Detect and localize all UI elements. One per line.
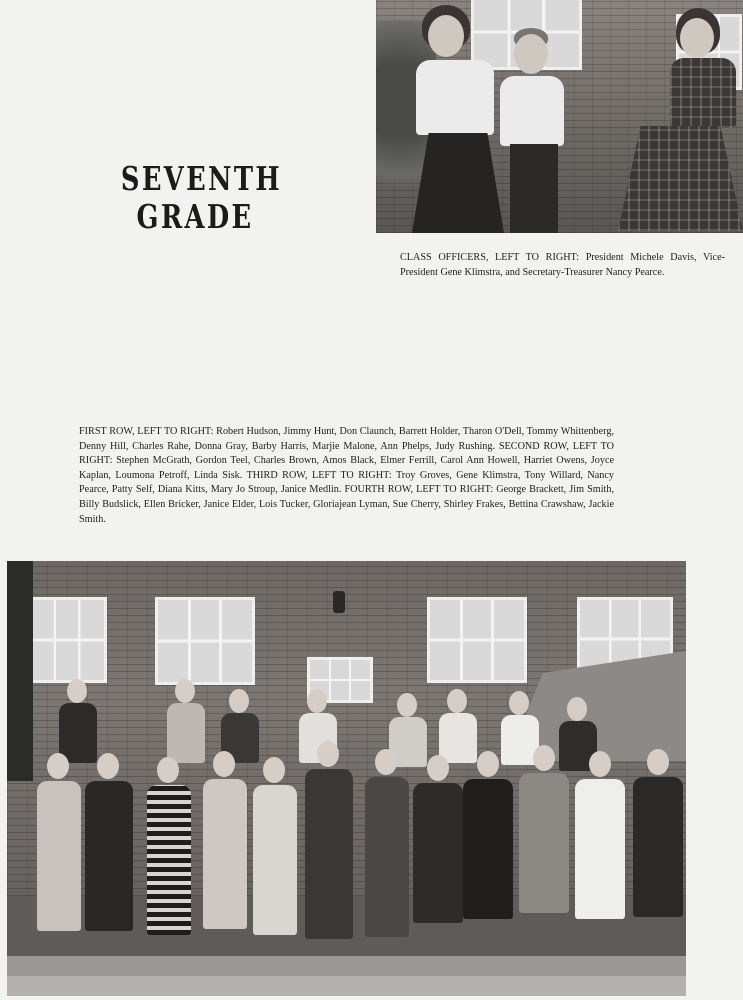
class-group-photo: [7, 561, 686, 996]
officers-caption: CLASS OFFICERS, LEFT TO RIGHT: President Michele Davis, Vice-President Gene Klimstra, and Secretary-Treasurer Nancy Pearce.: [400, 252, 725, 278]
front-steps-lower: [7, 976, 686, 996]
heading-line-1: SEVENTH: [120, 159, 283, 198]
front-steps: [7, 956, 686, 976]
class-officers-photo: [376, 0, 743, 233]
page-heading: [100, 160, 290, 236]
class-roster-caption: FIRST ROW, LEFT TO RIGHT: Robert Hudson, Jimmy Hunt, Don Claunch, Barrett Holder, Tharon O'Dell, Tommy Whittenberg, Denny Hill, Charles Rahe, Donna Gray, Barby Harris, Marjie Malone, Ann Phelps, Judy Rushing. SECOND ROW, LEFT TO RIGHT: Stephen McGrath, Gordon Teel, Charles Brown, Amos Black, Elmer Ferrill, Carol Ann Howell, Harriet Owens, Joyce Kaplan, Loumona Petroff, Linda Sisk. THIRD ROW, LEFT TO RIGHT: Troy Groves, Gene Klimstra, Tony Willard, Nancy Pearce, Patty Self, Diana Kitts, Mary Jo Stroup, Janice Medlin. FOURTH ROW, LEFT TO RIGHT: George Brackett, Jim Smith, Billy Budslick, Ellen Bricker, Janice Elder, Lois Tucker, Gloriajean Lyman, Sue Cherry, Shirley Frakes, Bettina Crawshaw, Jackie Smith.: [79, 426, 614, 525]
school-window: [155, 597, 255, 685]
tree-left: [7, 561, 33, 781]
wall-lamp: [333, 591, 345, 613]
school-window: [427, 597, 527, 683]
school-window: [27, 597, 107, 683]
heading-line-2: GRADE: [136, 196, 254, 236]
